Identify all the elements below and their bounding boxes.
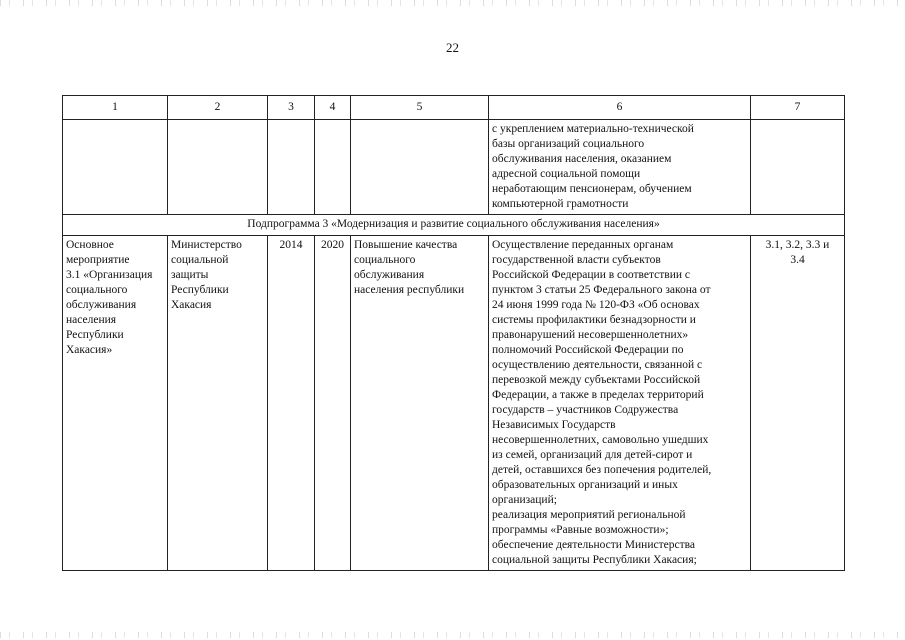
text-line: защиты [171, 269, 209, 281]
text-line: неработающим пенсионерам, обучением [492, 183, 692, 195]
text-line: из семей, организаций для детей-сирот и [492, 449, 693, 461]
text-line: социального [66, 284, 128, 296]
text-line: полномочий Российской Федерации по [492, 344, 684, 356]
text-line: пунктом 3 статьи 25 Федерального закона от [492, 284, 711, 296]
text-line: Хакасия» [66, 344, 113, 356]
scan-artifact-top [0, 0, 905, 6]
text-line: 3.4 [790, 254, 805, 266]
cell-empty [751, 120, 845, 215]
text-line: социальной защиты Республики Хакасия; [492, 554, 697, 566]
text-line: детей, оставшихся без попечения родителей, [492, 464, 712, 476]
cell-indicators [751, 236, 845, 571]
cell-end-year: 2020 [315, 236, 351, 571]
cell-empty [63, 120, 168, 215]
text-line: населения республики [354, 284, 465, 296]
table-row-main [63, 236, 845, 571]
header-col-4: 4 [315, 96, 351, 120]
text-line: Республики [66, 329, 124, 341]
text-line: с укреплением материально-технической [492, 123, 694, 135]
text-line: Хакасия [171, 299, 212, 311]
text-line: населения [66, 314, 117, 326]
text-line: организаций; [492, 494, 557, 506]
text-line: осуществлению деятельности, связанной с [492, 359, 703, 371]
text-line: Республики [171, 284, 229, 296]
text-line: 24 июня 1999 года № 120-ФЗ «Об основах [492, 299, 700, 311]
text-line: государственной власти субъектов [492, 254, 661, 266]
text-line: обслуживания [66, 299, 137, 311]
header-col-7: 7 [751, 96, 845, 120]
header-col-2: 2 [168, 96, 268, 120]
text-line: Российской Федерации в соответствии с [492, 269, 690, 281]
text-line: правонарушений несовершеннолетних» [492, 329, 689, 341]
cell-executor [168, 236, 268, 571]
cell-expected-result [351, 236, 489, 571]
header-col-1: 1 [63, 96, 168, 120]
text-line: базы организаций социального [492, 138, 645, 150]
text-line: Независимых Государств [492, 419, 616, 431]
cell-activity [63, 236, 168, 571]
text-line: Осуществление переданных органам [492, 239, 674, 251]
text-line: Повышение качества [354, 239, 458, 251]
text-line: адресной социальной помощи [492, 168, 641, 180]
cell-empty [168, 120, 268, 215]
page-number: 22 [446, 40, 459, 55]
header-col-3: 3 [268, 96, 315, 120]
text-line: Основное [66, 239, 114, 251]
text-line: государств – участников Содружества [492, 404, 679, 416]
text-line: мероприятие [66, 254, 130, 266]
text-line: обеспечение деятельности Министерства [492, 539, 695, 551]
text-line: образовательных организаций и иных [492, 479, 678, 491]
text-line: социального [354, 254, 416, 266]
header-col-5: 5 [351, 96, 489, 120]
text-line: Федерации, а также в пределах территорий [492, 389, 704, 401]
cell-empty [315, 120, 351, 215]
text-line: 3.1 «Организация [66, 269, 153, 281]
header-row [63, 96, 845, 120]
subprogram-row [63, 215, 845, 236]
text-line: компьютерной грамотности [492, 198, 629, 210]
table-row-continuation [63, 120, 845, 215]
cell-empty [351, 120, 489, 215]
text-line: программы «Равные возможности»; [492, 524, 669, 536]
program-table [62, 95, 845, 571]
text-line: перевозкой между субъектами Российской [492, 374, 701, 386]
text-line: обслуживания [354, 269, 425, 281]
scan-artifact-bottom [0, 632, 905, 638]
text-line: Министерство [171, 239, 242, 251]
text-line: несовершеннолетних, самовольно ушедших [492, 434, 709, 446]
cell-description [489, 236, 751, 571]
cell-continuation-description [489, 120, 751, 215]
header-col-6: 6 [489, 96, 751, 120]
text-line: 3.1, 3.2, 3.3 и [765, 239, 830, 251]
text-line: реализация мероприятий региональной [492, 509, 686, 521]
text-line: социальной [171, 254, 229, 266]
text-line: обслуживания населения, оказанием [492, 153, 672, 165]
cell-empty [268, 120, 315, 215]
subprogram-title: Подпрограмма 3 «Модернизация и развитие социального обслуживания населения» [63, 215, 845, 236]
cell-start-year: 2014 [268, 236, 315, 571]
text-line: системы профилактики безнадзорности и [492, 314, 696, 326]
